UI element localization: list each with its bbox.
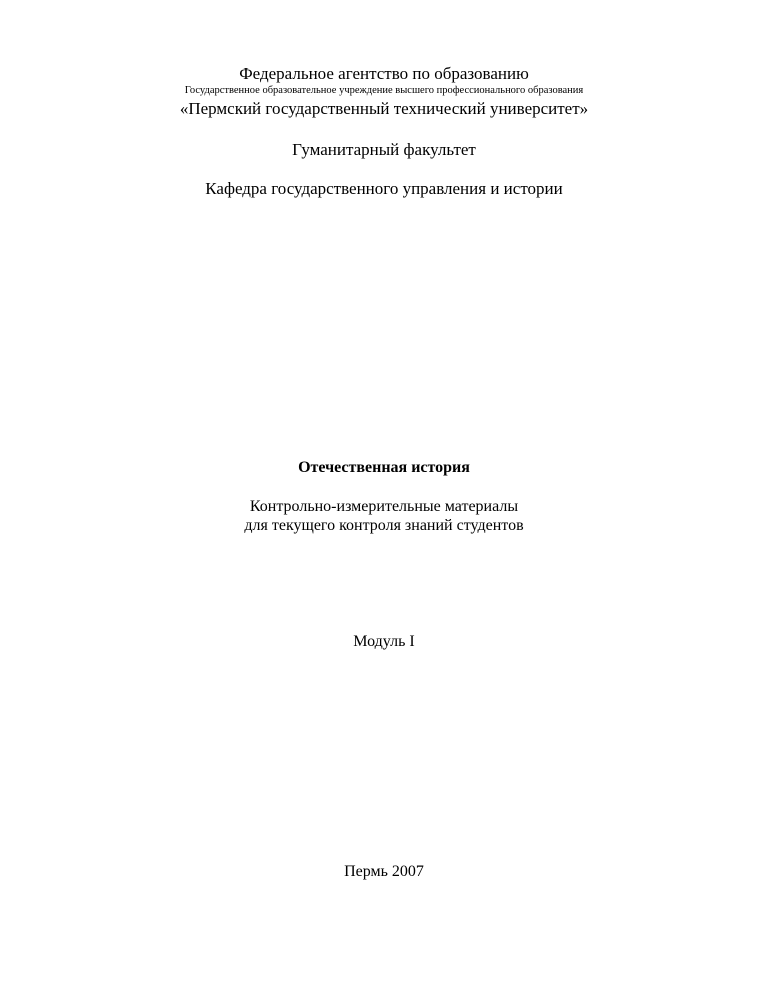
module-label: Модуль I	[353, 633, 415, 650]
faculty-name: Гуманитарный факультет	[292, 140, 476, 159]
institution-type: Государственное образовательное учреждение высшего профессионального образования	[184, 85, 584, 96]
document-title: Отечественная история	[298, 459, 470, 476]
place-year: Пермь 2007	[344, 863, 424, 880]
document-subtitle-line1: Контрольно-измерительные материалы	[249, 498, 519, 515]
agency-name: Федеральное агентство по образованию	[239, 64, 529, 83]
university-name: «Пермский государственный технический университет»	[179, 99, 589, 118]
department-name: Кафедра государственного управления и истории	[205, 179, 563, 198]
document-subtitle-line2: для текущего контроля знаний студентов	[244, 517, 524, 534]
